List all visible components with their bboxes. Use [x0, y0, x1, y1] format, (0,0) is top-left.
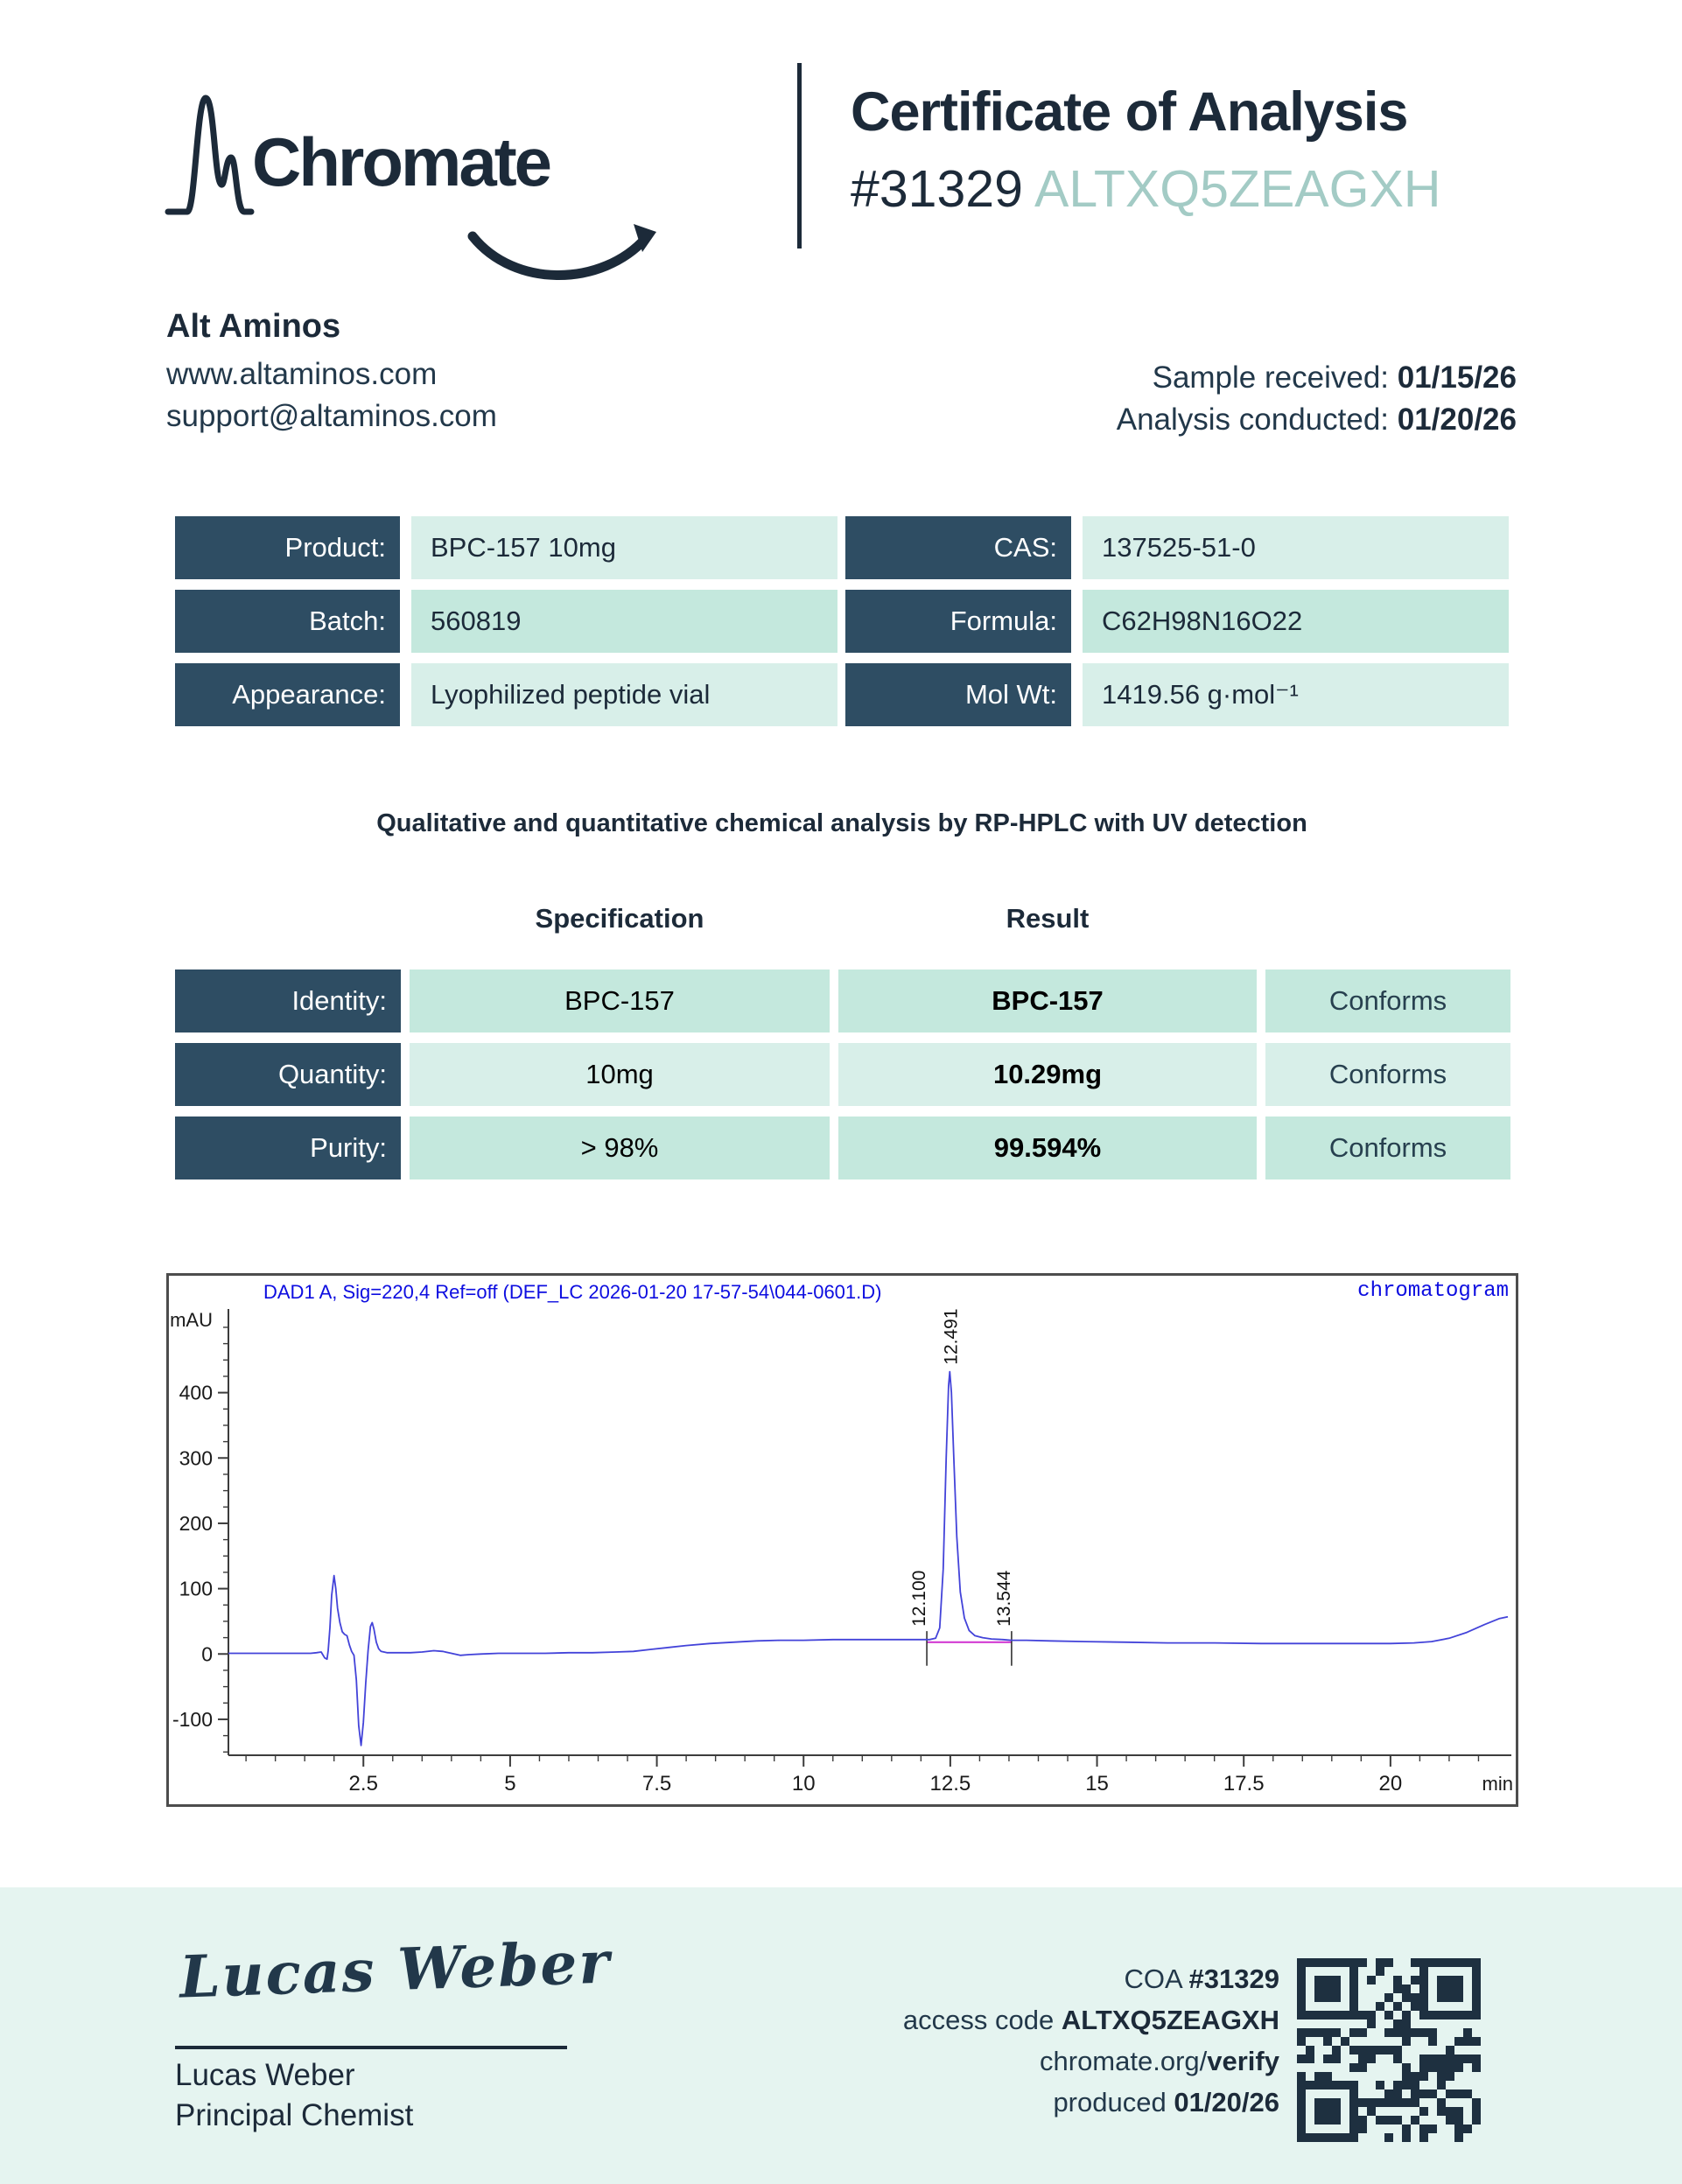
chromatogram-plot: [169, 1276, 1516, 1804]
access-code: ALTXQ5ZEAGXH: [1034, 160, 1441, 218]
table-row: [175, 516, 837, 579]
svg-text:10: 10: [791, 1772, 816, 1796]
svg-text:400: 400: [179, 1381, 213, 1404]
sample-received-line: Sample received: 01/15/26: [1152, 360, 1517, 395]
svg-text:12.5: 12.5: [929, 1772, 971, 1796]
svg-text:min: min: [1482, 1773, 1513, 1795]
purity-spec: > 98%: [410, 1116, 830, 1180]
identity-result: BPC-157: [838, 970, 1257, 1032]
purity-result: 99.594%: [838, 1116, 1257, 1180]
svg-text:100: 100: [179, 1577, 213, 1600]
coa-subtitle: [851, 159, 1441, 219]
chromate-logo: [165, 77, 803, 270]
table-row: [845, 663, 1509, 726]
appearance-value: Lyophilized peptide vial: [411, 663, 837, 726]
cas-value: 137525-51-0: [1083, 516, 1509, 579]
product-label: Product:: [175, 516, 400, 579]
coa-number: #31329: [851, 160, 1023, 218]
header-divider: [797, 63, 802, 248]
signatory-title: Principal Chemist: [175, 2098, 414, 2132]
chromatogram-panel: [166, 1273, 1518, 1807]
svg-text:2.5: 2.5: [348, 1772, 378, 1796]
status-badge: Conforms: [1265, 970, 1510, 1032]
purity-label: Purity:: [175, 1116, 401, 1180]
signatory-name: Lucas Weber: [175, 2058, 355, 2092]
page-title: Certificate of Analysis: [851, 81, 1408, 143]
svg-text:0: 0: [201, 1642, 213, 1666]
svg-text:200: 200: [179, 1511, 213, 1535]
quantity-result: 10.29mg: [838, 1043, 1257, 1106]
svg-text:12.100: 12.100: [909, 1570, 930, 1627]
formula-label: Formula:: [845, 590, 1071, 653]
status-badge: Conforms: [1265, 1043, 1510, 1106]
table-row: [845, 516, 1509, 579]
results-table: [175, 970, 1510, 1180]
quantity-label: Quantity:: [175, 1043, 401, 1106]
produced-date: 01/20/26: [1174, 2087, 1279, 2118]
analysis-method-note: Qualitative and quantitative chemical analysis by RP-HPLC with UV detection: [376, 809, 1307, 837]
access-code-line: access code ALTXQ5ZEAGXH: [902, 2005, 1279, 2035]
product-info-table-right: [845, 516, 1509, 726]
svg-text:12.491: 12.491: [941, 1308, 962, 1365]
signature: Lucas Weber: [178, 1928, 613, 2012]
table-row: [845, 590, 1509, 653]
svg-text:-100: -100: [172, 1707, 213, 1731]
table-row: [175, 1116, 1510, 1180]
molwt-label: Mol Wt:: [845, 663, 1071, 726]
svg-text:5: 5: [504, 1772, 516, 1796]
verify-block: [903, 1958, 1279, 2123]
product-value: BPC-157 10mg: [411, 516, 837, 579]
svg-text:mAU: mAU: [170, 1309, 213, 1331]
status-badge: Conforms: [1265, 1116, 1510, 1180]
table-row: [175, 590, 837, 653]
footer-access-code: ALTXQ5ZEAGXH: [1061, 2005, 1279, 2035]
qr-code: [1297, 1958, 1481, 2142]
formula-value: C62H98N16O22: [1083, 590, 1509, 653]
produced-line: produced 01/20/26: [1053, 2087, 1279, 2118]
table-row: [175, 970, 1510, 1032]
sample-received-date: 01/15/26: [1397, 360, 1517, 395]
specification-header: Specification: [535, 903, 704, 934]
footer-coa-number: #31329: [1188, 1964, 1279, 1994]
quantity-spec: 10mg: [410, 1043, 830, 1106]
results-table-headers: [175, 903, 1510, 938]
svg-text:20: 20: [1378, 1772, 1403, 1796]
logo-wordmark: Chromate: [252, 123, 550, 200]
svg-text:13.544: 13.544: [993, 1570, 1014, 1627]
identity-label: Identity:: [175, 970, 401, 1032]
svg-text:15: 15: [1085, 1772, 1109, 1796]
signature-line: [175, 2046, 567, 2049]
product-info-table-left: [175, 516, 837, 726]
analysis-conducted-date: 01/20/26: [1397, 402, 1517, 437]
molwt-value: 1419.56 g·mol⁻¹: [1083, 663, 1509, 726]
batch-label: Batch:: [175, 590, 400, 653]
table-row: [175, 663, 837, 726]
table-row: [175, 1043, 1510, 1106]
svg-text:7.5: 7.5: [641, 1772, 672, 1796]
appearance-label: Appearance:: [175, 663, 400, 726]
cas-label: CAS:: [845, 516, 1071, 579]
smile-swoosh-icon: [462, 217, 672, 300]
chromatogram-corner-label: chromatogram: [1357, 1279, 1509, 1303]
svg-text:17.5: 17.5: [1223, 1772, 1265, 1796]
svg-text:300: 300: [179, 1446, 213, 1470]
result-header: Result: [1006, 903, 1090, 934]
company-email-link[interactable]: support@altaminos.com: [166, 399, 497, 433]
identity-spec: BPC-157: [410, 970, 830, 1032]
batch-value: 560819: [411, 590, 837, 653]
verify-url-link[interactable]: chromate.org/verify: [1040, 2046, 1279, 2076]
chromatogram-signal-title: DAD1 A, Sig=220,4 Ref=off (DEF_LC 2026-01-20 17-57-54\044-0601.D): [263, 1281, 882, 1303]
coa-number-line: COA #31329: [1124, 1964, 1279, 1994]
company-name: Alt Aminos: [166, 308, 341, 345]
analysis-conducted-line: Analysis conducted: 01/20/26: [1116, 402, 1517, 437]
dates-block: [1117, 357, 1517, 441]
company-website-link[interactable]: www.altaminos.com: [166, 357, 438, 391]
